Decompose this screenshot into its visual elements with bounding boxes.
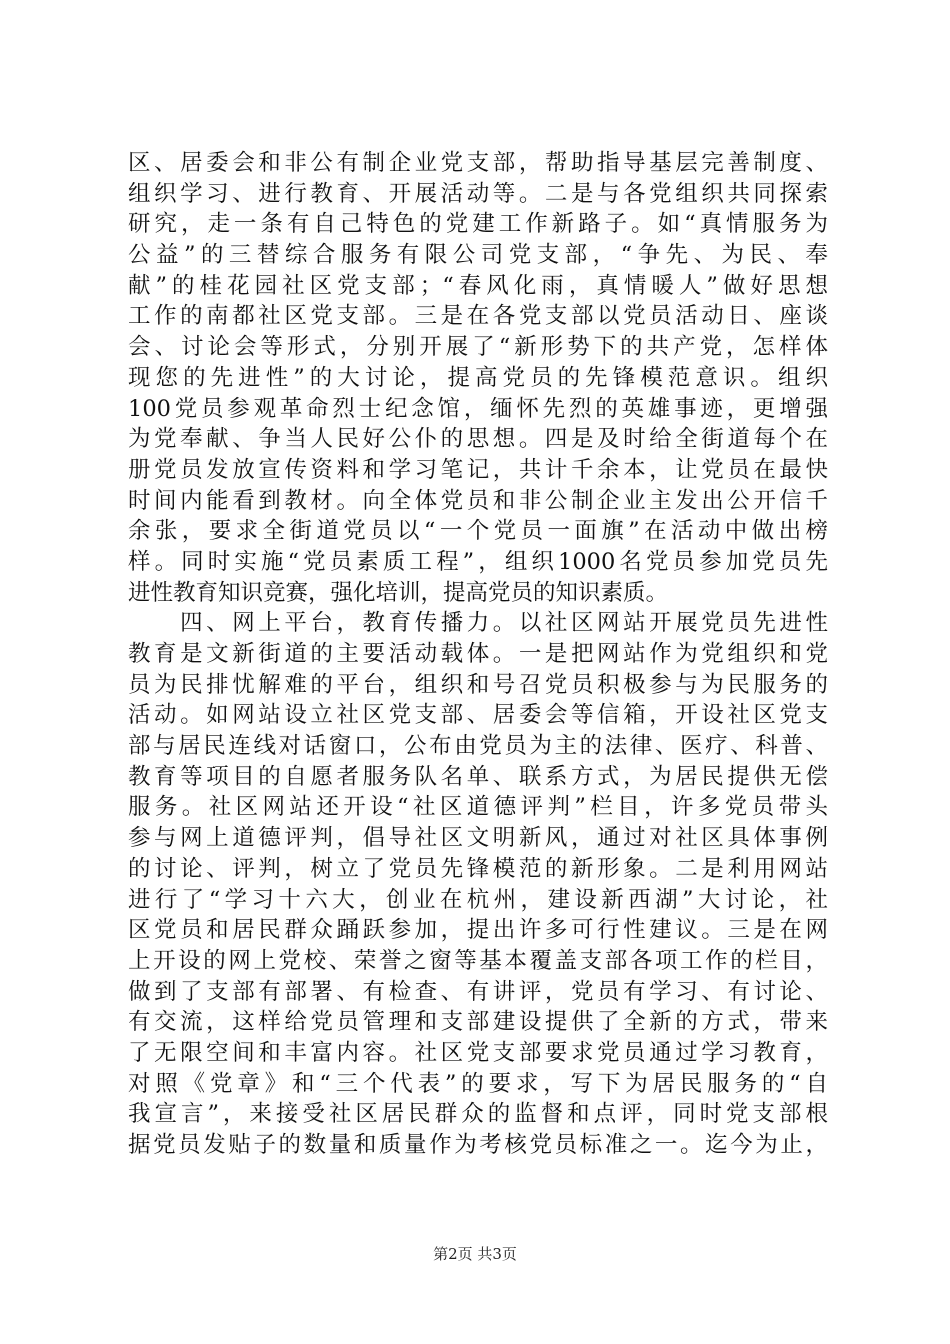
text-line: 册党员发放宣传资料和学习笔记，共计千余本，让党员在最快 [128,456,828,483]
text-line: 现您的先进性”的大讨论，提高党员的先锋模范意识。组织 [128,364,828,391]
text-line: 部与居民连线对话窗口，公布由党员为主的法律、医疗、科普、 [128,733,828,760]
text-line: 教育是文新街道的主要活动载体。一是把网站作为党组织和党 [128,641,828,667]
text-line: 时间内能看到教材。向全体党员和非公制企业主发出公开信千 [128,487,828,514]
text-line: 做到了支部有部署、有检查、有讲评，党员有学习、有讨论、 [128,978,828,1005]
text-line: 献”的桂花园社区党支部；“春风化雨，真情暖人”做好思想 [128,272,828,299]
text-line: 四、网上平台，教育传播力。以社区网站开展党员先进性 [128,610,828,637]
text-line: 参与网上道德评判，倡导社区文明新风，通过对社区具体事例 [128,825,828,852]
text-line: 样。同时实施“党员素质工程”，组织1000名党员参加党员先 [128,548,828,575]
text-line: 对照《党章》和“三个代表”的要求，写下为居民服务的“自 [128,1070,828,1097]
text-line: 服务。社区网站还开设“社区道德评判”栏目，许多党员带头 [128,794,828,821]
text-line: 活动。如网站设立社区党支部、居委会等信箱，开设社区党支 [128,702,828,729]
text-line: 进行了“学习十六大，创业在杭州，建设新西湖”大讨论，社 [128,886,828,913]
text-line: 上开设的网上党校、荣誉之窗等基本覆盖支部各项工作的栏目， [128,947,828,974]
text-line: 余张，要求全街道党员以“一个党员一面旗”在活动中做出榜 [128,518,828,545]
text-line: 我宣言”，来接受社区居民群众的监督和点评，同时党支部根 [128,1101,828,1128]
paragraph-end-line: 进性教育知识竞赛，强化培训，提高党员的知识素质。 [128,579,669,606]
text-line: 教育等项目的自愿者服务队名单、联系方式，为居民提供无偿 [128,763,828,790]
text-line: 区、居委会和非公有制企业党支部，帮助指导基层完善制度、 [128,150,828,176]
text-line: 区党员和居民群众踊跃参加，提出许多可行性建议。三是在网 [128,917,828,944]
text-line: 组织学习、进行教育、开展活动等。二是与各党组织共同探索 [128,180,828,207]
page-footer: 第2页 共3页 [433,1245,517,1263]
text-line: 据党员发贴子的数量和质量作为考核党员标准之一。迄今为止， [128,1132,828,1158]
text-line: 有交流，这样给党员管理和支部建设提供了全新的方式，带来 [128,1009,828,1036]
text-line: 研究，走一条有自己特色的党建工作新路子。如“真情服务为 [128,211,828,238]
text-line: 的讨论、评判，树立了党员先锋模范的新形象。二是利用网站 [128,855,828,882]
text-line: 了无限空间和丰富内容。社区党支部要求党员通过学习教育， [128,1039,828,1066]
text-line: 100党员参观革命烈士纪念馆，缅怀先烈的英雄事迹，更增强 [128,395,828,422]
text-line: 为党奉献、争当人民好公仆的思想。四是及时给全街道每个在 [128,426,828,453]
text-line: 会、讨论会等形式，分别开展了“新形势下的共产党，怎样体 [128,334,828,361]
body-text [128,148,828,1161]
text-line: 工作的南都社区党支部。三是在各党支部以党员活动日、座谈 [128,303,828,330]
text-line: 员为民排忧解难的平台，组织和号召党员积极参与为民服务的 [128,671,828,698]
text-line: 公益”的三替综合服务有限公司党支部，“争先、为民、奉 [128,242,828,269]
